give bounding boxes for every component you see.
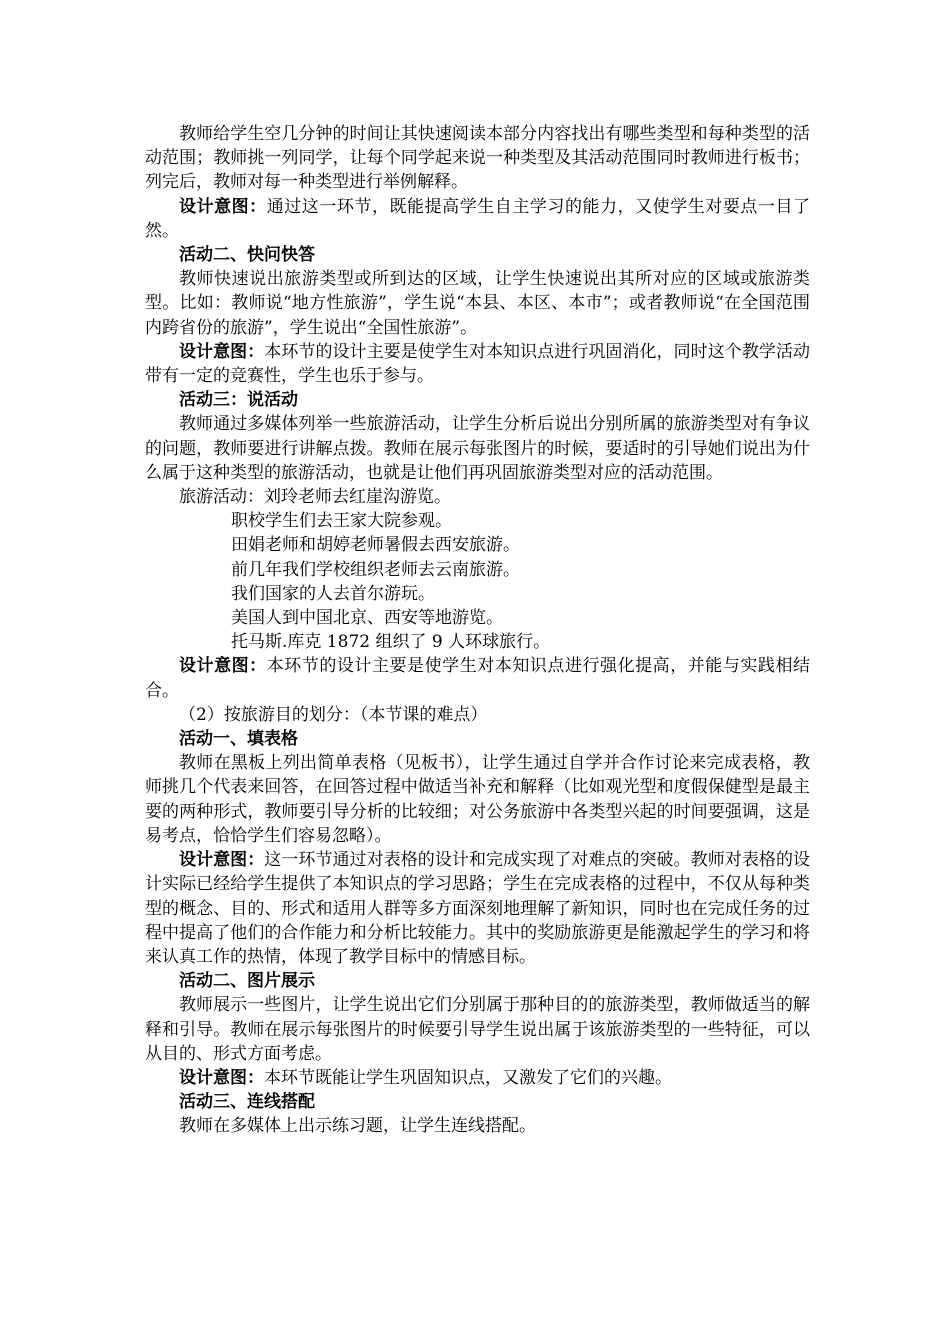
- paragraph-text: 本环节的设计主要是使学生对本知识点进行巩固消化，同时这个教学活动带有一定的竞赛性，学生也乐于参与。: [145, 341, 811, 387]
- design-intent-paragraph: [145, 848, 810, 969]
- paragraph-text: 教师在黑板上列出简单表格（见板书），让学生通过自学并合作讨论来完成表格，教师挑几个代表来回答，在回答过程中做适当补充和解释（比如观光型和度假保健型是最主要的两种形式，教师要引导分析的比较细；对公务旅游中各类型兴起的时间要强调，这是易考点，恰恰学生们容易忽略）。: [145, 753, 810, 846]
- paragraph-text: 教师展示一些图片，让学生说出它们分别属于那种目的的旅游类型，教师做适当的解释和引导。教师在展示每张图片的时候要引导学生说出属于该旅游类型的一些特征，可以从目的、形式方面考虑。: [145, 995, 810, 1064]
- activity-heading: 活动一、填表格: [179, 729, 298, 750]
- paragraph-text: 本环节的设计主要是使学生对本知识点进行强化提高，并能与实践相结合。: [145, 656, 811, 701]
- design-intent-label: 设计意图：: [179, 341, 265, 362]
- paragraph-text: 教师快速说出旅游类型或所到达的区域，让学生快速说出其所对应的区域或旅游类型。比如：教师说“地方性旅游”，学生说“本县、本区、本市”；或者教师说“在全国范围内跨省份的旅游”，学生说出“全国性旅游”。: [145, 269, 810, 338]
- travel-activity-list: [145, 509, 810, 654]
- list-item: 美国人到中国北京、西安等地游览。: [231, 608, 503, 629]
- paragraph-text: 教师通过多媒体列举一些旅游活动，让学生分析后说出分别所属的旅游类型对有争议的问题，教师要进行讲解点拨。教师在展示每张图片的时候，要适时的引导她们说出为什么属于这种类型的旅游活动，也就是让他们再巩固旅游类型对应的活动范围。: [145, 414, 810, 483]
- activity-heading: 活动二、快问快答: [179, 245, 315, 266]
- design-intent-label: 设计意图：: [179, 196, 267, 217]
- activity-heading: 活动二、图片展示: [179, 971, 315, 992]
- design-intent-label: 设计意图：: [179, 656, 267, 677]
- design-intent-paragraph: [145, 195, 810, 243]
- design-intent-paragraph: [145, 1066, 810, 1090]
- design-intent-label: 设计意图：: [179, 850, 265, 871]
- travel-activity-intro: [145, 485, 810, 509]
- activity-heading: 活动三：说活动: [179, 390, 298, 411]
- design-intent-paragraph: [145, 654, 810, 702]
- paragraph: [145, 751, 810, 848]
- section-heading: [145, 703, 810, 727]
- list-item: 职校学生们去王家大院参观。: [231, 511, 452, 532]
- paragraph-text: 教师在多媒体上出示练习题，让学生连线搭配。: [179, 1116, 536, 1137]
- list-item: 我们国家的人去首尔游玩。: [231, 583, 435, 604]
- list-item: 田娟老师和胡婷老师暑假去西安旅游。: [231, 535, 520, 556]
- paragraph: [145, 122, 810, 195]
- paragraph-text: 通过这一环节，既能提高学生自主学习的能力，又使学生对要点一目了然。: [145, 196, 811, 241]
- activity-heading: 活动三、连线搭配: [179, 1092, 315, 1113]
- list-item: 前几年我们学校组织老师去云南旅游。: [231, 559, 520, 580]
- paragraph-text: 本环节既能让学生巩固知识点，又激发了它们的兴趣。: [264, 1067, 672, 1088]
- paragraph: [145, 412, 810, 485]
- paragraph-text: 这一环节通过对表格的设计和完成实现了对难点的突破。教师对表格的设计实际已经给学生提供了本知识点的学习思路；学生在完成表格的过程中，不仅从每种类型的概念、目的、形式和适用人群等多方面深刻地理解了新知识，同时也在完成任务的过程中提高了他们的合作能力和分析比较能力。其中的奖励旅游更是能激起学生的学习和将来认真工作的热情，体现了教学目标中的情感目标。: [145, 850, 811, 967]
- paragraph-text: （2）按旅游目的划分：（本节课的难点）: [179, 704, 488, 725]
- document-page: [145, 122, 810, 1139]
- paragraph-text: 旅游活动：刘玲老师去红崖沟游览。: [179, 487, 451, 508]
- paragraph: [145, 267, 810, 340]
- design-intent-paragraph: [145, 340, 810, 388]
- design-intent-label: 设计意图：: [179, 1067, 264, 1088]
- paragraph-text: 教师给学生空几分钟的时间让其快速阅读本部分内容找出有哪些类型和每种类型的活动范围；教师挑一列同学，让每个同学起来说一种类型及其活动范围同时教师进行板书；列完后，教师对每一种类型进行举例解释。: [145, 124, 810, 193]
- paragraph: [145, 993, 810, 1066]
- list-item: 托马斯.库克 1872 组织了 9 人环球旅行。: [231, 632, 551, 653]
- paragraph: [145, 1114, 810, 1138]
